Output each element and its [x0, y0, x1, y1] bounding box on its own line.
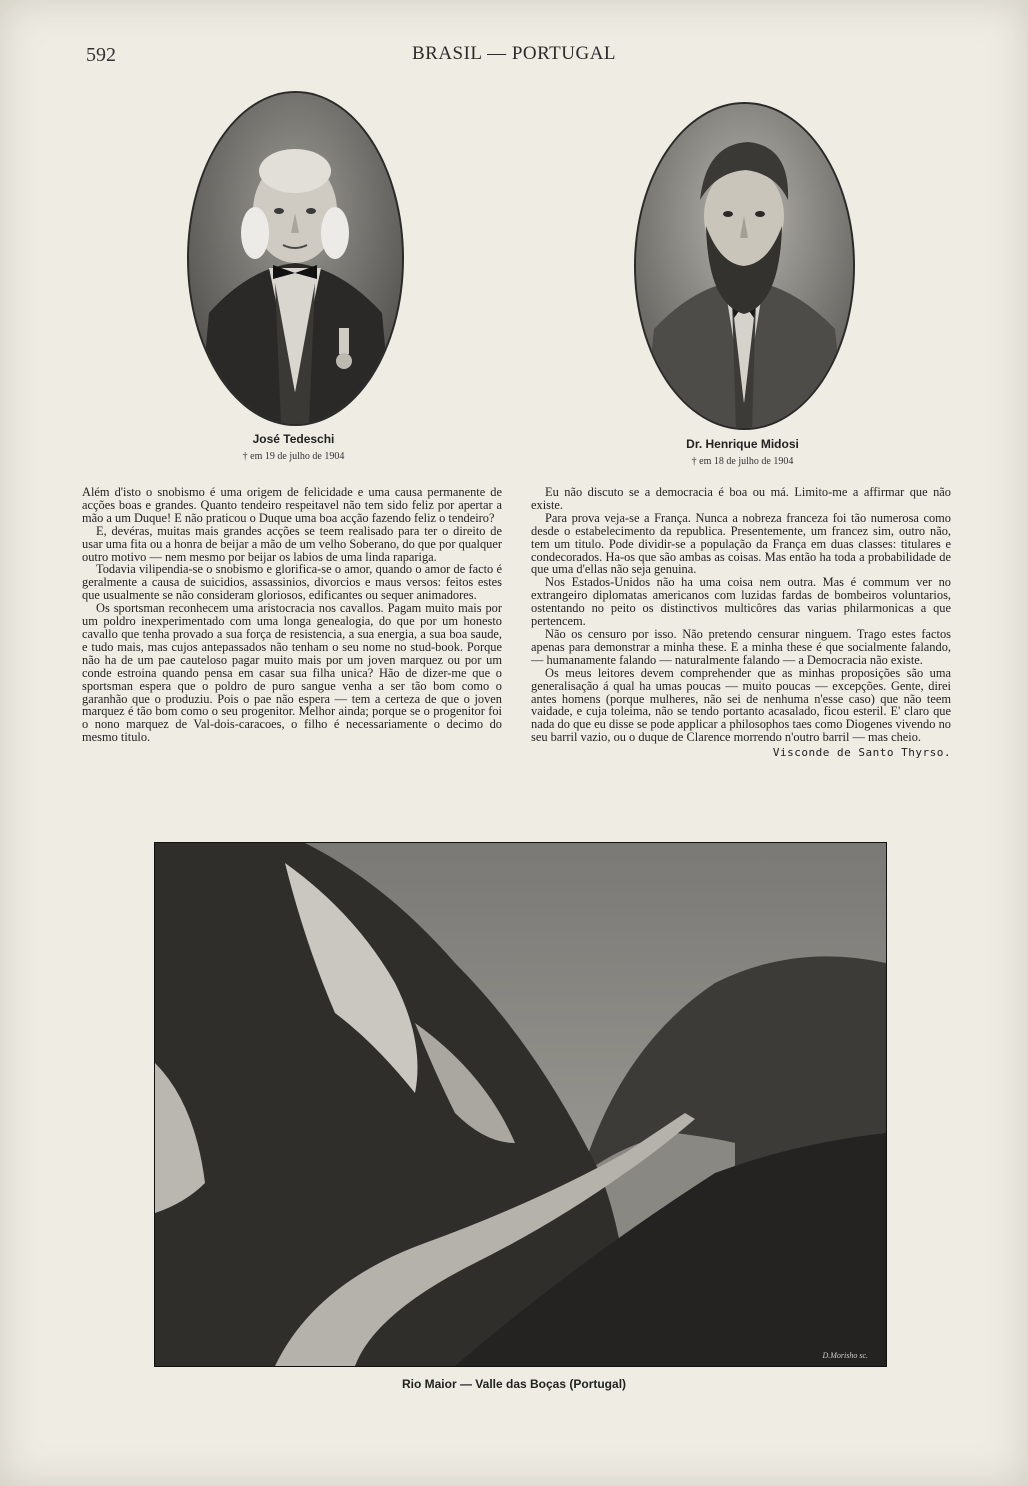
- running-head: BRASIL — PORTUGAL: [411, 43, 617, 64]
- page-number: 592: [86, 44, 116, 66]
- article-paragraph: Nos Estados-Unidos não ha uma coisa nem outra. Mas é commum ver no extrangeiro diplomatas americanos com luzidas fardas de bombeiros voluntarios, ostentando no peito os distinctivos multicôres das varias philarmonicas a que pertencem.: [531, 575, 951, 629]
- portrait-caption-date: † em 18 de julho de 1904: [691, 456, 794, 467]
- portrait-caption-name: José Tedeschi: [252, 432, 335, 446]
- portrait-caption-name: Dr. Henrique Midosi: [686, 437, 799, 451]
- landscape-photo: [154, 842, 887, 1367]
- article-paragraph: E, devéras, muitas mais grandes acções se teem realisado para ter o direito de usar uma fita ou a honra de beijar a mão de um velho Soberano, do que por qualquer outro motivo — nem mesmo por beijar os labios de uma linda rapariga.: [82, 523, 502, 564]
- article-column-right: [531, 486, 951, 760]
- article-paragraph: Eu não discuto se a democracia é boa ou má. Limito-me a affirmar que não existe.: [531, 485, 951, 512]
- article-paragraph: Não os censuro por isso. Não pretendo censurar ninguem. Trago estes factos apenas para demonstrar a minha these. E a minha these é que socialmente falando, — humanamente falando — naturalmente falando — a Democracia não existe.: [531, 626, 951, 667]
- portrait-henrique-midosi: [634, 102, 855, 430]
- author-signature: Visconde de Santo Thyrso.: [772, 746, 951, 760]
- article-paragraph: Todavia vilipendia-se o snobismo e glorifica-se o amor, quando o amor de facto é geralmente a causa de suicidios, assassinios, divorcios e maus versos: feitos estes que usualmente se não consideram gloriosos, edificantes ou sequer animadores.: [82, 562, 502, 603]
- article-paragraph: Para prova veja-se a França. Nunca a nobreza franceza foi tão numerosa como desde o estabelecimento da republica. Presentemente, um francez sim, outro não, tem um titulo. Pode dividir-se a população da França em duas classes: titulares e condecorados. Ha-os que são ambas as coisas. Mas então ha toda a probabilidade de que uma d'ellas não seja genuina.: [531, 510, 951, 577]
- article-column-left: [82, 486, 502, 744]
- photo-credit: D.Morisho sc.: [822, 1351, 868, 1360]
- article-paragraph: Os meus leitores devem comprehender que as minhas proposições são uma generalisação á qual ha umas poucas — muito poucas — excepções. Gente, direi antes homens (porque mulheres, não sei de nenhuma n'esse caso) que não teem vaidade, e cuja toleima, não se tendo portanto acasalado, ficou esteril. E' claro que nada do que eu disse se pode applicar a philosophos taes como Diogenes vivendo no seu barril vazio, ou o duque de Clarence morrendo n'outro barril — mas cheio.: [531, 665, 951, 745]
- article-paragraph: Os sportsman reconhecem uma aristocracia nos cavallos. Pagam muito mais por um poldro inexperimentado com uma longa genealogia, do que por um honesto cavallo que tenha provado a sua força de resistencia, a sua energia, a sua boa saude, e tudo mais, mas cujos antepassados não tenham o seu nome no stud-book. Porque não ha de um pae cauteloso pagar muito mais por um joven marquez ou por um conde estroina quando pensa em casar sua filha unica? Hão de dizer-me que o sportsman espera que o poldro de puro sangue venha a ser tão bom como o garanhão que o produziu. Pois o pae não espera — tem a certeza de que o joven marquez é tão bom como o seu progenitor. Melhor ainda; porque se o progenitor foi o nono marquez de Val-dois-caracoes, o filho é necessariamente o decimo do mesmo titulo.: [82, 601, 502, 745]
- portrait-caption-date: † em 19 de julho de 1904: [242, 451, 345, 462]
- landscape-caption: Rio Maior — Valle das Boças (Portugal): [401, 1377, 627, 1391]
- article-paragraph: Além d'isto o snobismo é uma origem de felicidade e uma causa permanente de acções boas e grandes. Quanto tendeiro respeitavel não tem sido feliz por apertar a mão a um Duque! E não praticou o Duque uma boa acção fazendo feliz o tendeiro?: [82, 485, 502, 525]
- portrait-jose-tedeschi: [187, 91, 404, 426]
